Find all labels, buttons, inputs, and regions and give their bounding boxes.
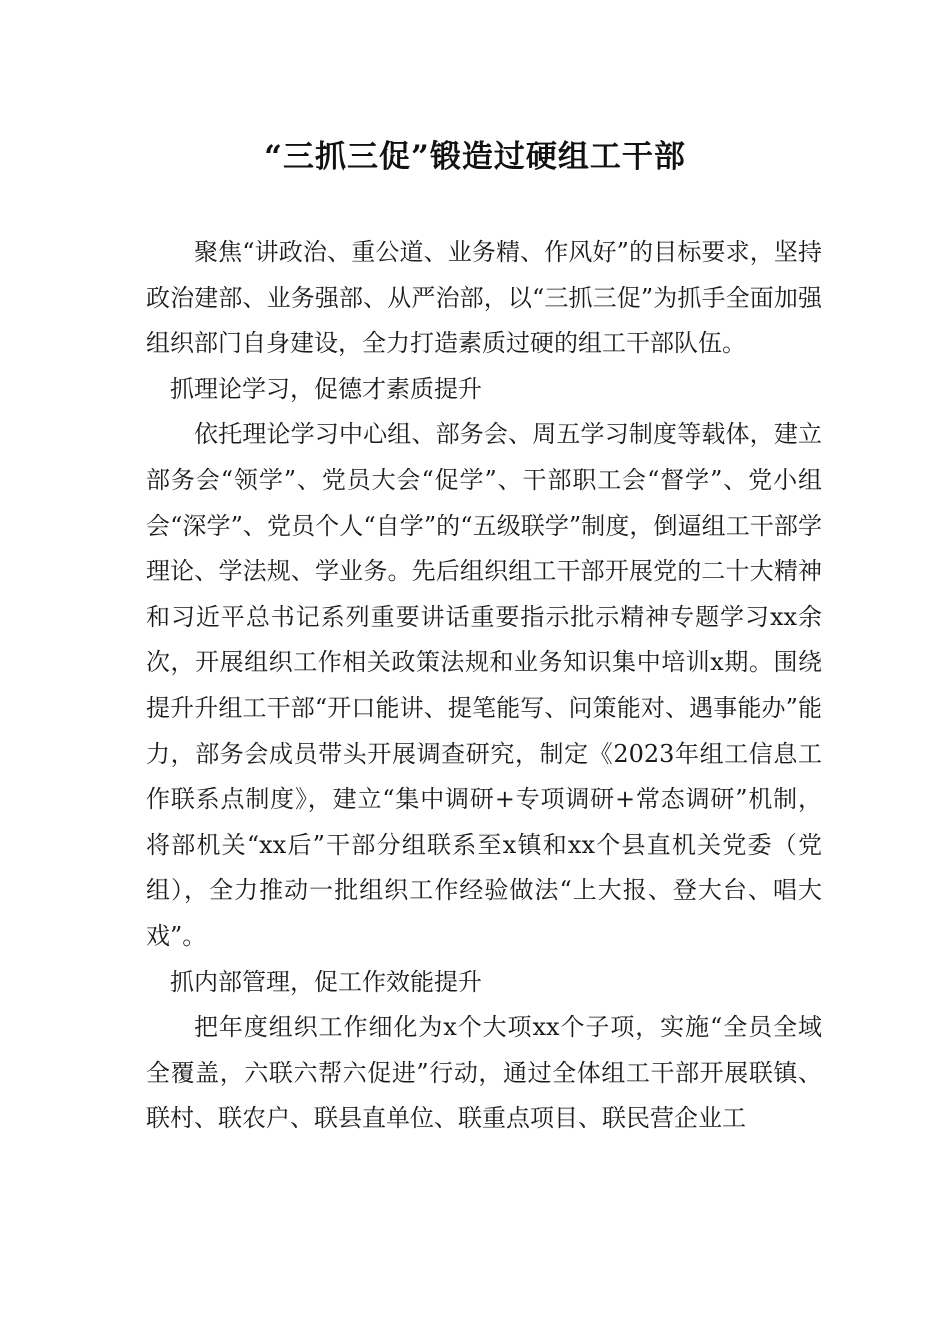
section-heading-theory-study: 抓理论学习，促德才素质提升 <box>170 374 482 403</box>
intro-paragraph: 聚焦“讲政治、重公道、业务精、作风好”的目标要求，坚持政治建部、业务强部、从严治部，以“三抓三促”为抓手全面加强组织部门自身建设，全力打造素质过硬的组工干部队伍。 <box>146 238 822 358</box>
section-heading-internal-management: 抓内部管理，促工作效能提升 <box>170 967 482 996</box>
theory-study-paragraph: 依托理论学习中心组、部务会、周五学习制度等载体，建立部务会“领学”、党员大会“促学”、干部职工会“督学”、党小组会“深学”、党员个人“自学”的“五级联学”制度，倒逼组工干部学理论、学法规、学业务。先后组织组工干部开展党的二十大精神和习近平总书记系列重要讲话重要指示批示精神专题学习xx余次，开展组织工作相关政策法规和业务知识集中培训x期。围绕提升升组工干部“开口能讲、提笔能写、问策能对、遇事能办”能力，部务会成员带头开展调查研究，制定《2023年组工信息工作联系点制度》，建立“集中调研+专项调研+常态调研”机制，将部机关“xx后”干部分组联系至x镇和xx个县直机关党委（党组），全力推动一批组织工作经验做法“上大报、登大台、唱大戏”。 <box>146 420 822 950</box>
document-body <box>146 230 822 1142</box>
document-title: “三抓三促”锻造过硬组工干部 <box>264 139 686 175</box>
internal-management-paragraph: 把年度组织工作细化为x个大项xx个子项，实施“全员全域全覆盖，六联六帮六促进”行动，通过全体组工干部开展联镇、联村、联农户、联县直单位、联重点项目、联民营企业工 <box>146 1013 822 1133</box>
